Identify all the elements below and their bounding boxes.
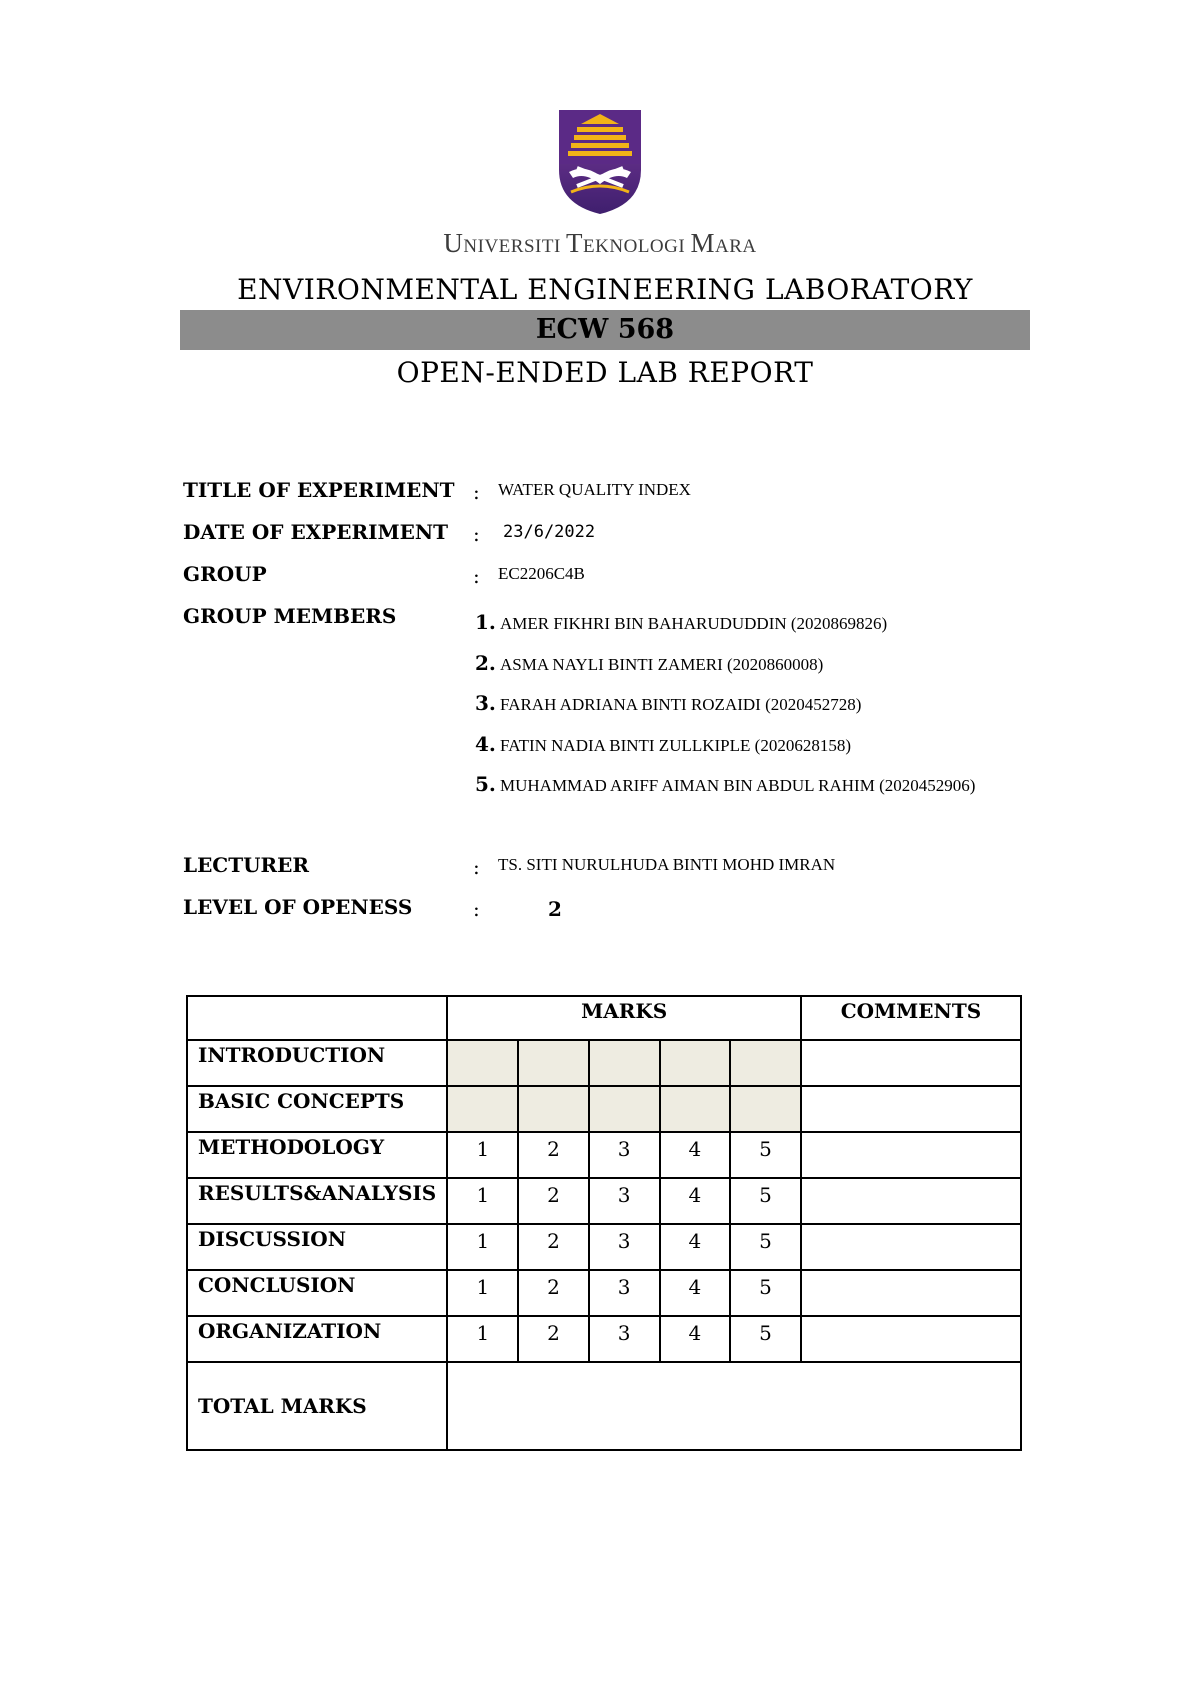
course-heading: [180, 270, 1030, 396]
uni-name-part: ARA: [714, 236, 757, 257]
member-name: FARAH ADRIANA BINTI ROZAIDI (2020452728): [500, 695, 862, 714]
member-name: ASMA NAYLI BINTI ZAMERI (2020860008): [500, 654, 824, 674]
comment-cell: [801, 1224, 1021, 1270]
score-cell: 2: [518, 1270, 589, 1316]
score-cell: 2: [518, 1224, 589, 1270]
date-value: 23/6/2022: [503, 522, 596, 542]
score-cell: [589, 1040, 660, 1086]
uni-name-part: NIVERSITI: [463, 236, 567, 257]
openness-value: 2: [548, 896, 562, 921]
comments-header: COMMENTS: [801, 996, 1021, 1040]
marks-header: MARKS: [447, 996, 800, 1040]
member-item: [183, 604, 1083, 645]
member-item: [183, 766, 1083, 807]
comment-cell: [801, 1178, 1021, 1224]
date-label: DATE OF EXPERIMENT: [183, 520, 449, 544]
comment-cell: [801, 1086, 1021, 1132]
table-row: [187, 1178, 1021, 1224]
comment-cell: [801, 1316, 1021, 1362]
score-cell: [660, 1040, 731, 1086]
uitm-crest-icon: [557, 108, 643, 216]
comment-cell: [801, 1132, 1021, 1178]
member-number: 3.: [475, 691, 496, 715]
score-cell: 1: [447, 1270, 518, 1316]
score-cell: 1: [447, 1224, 518, 1270]
score-cell: 1: [447, 1132, 518, 1178]
colon: :: [473, 854, 480, 879]
group-value: EC2206C4B: [498, 564, 585, 583]
member-name: FATIN NADIA BINTI ZULLKIPLE (2020628158): [500, 735, 851, 755]
member-number: 2.: [475, 650, 496, 675]
uni-name-part: EKNOLOGI: [583, 236, 691, 257]
lecturer-label: LECTURER: [183, 852, 310, 877]
marks-body: [187, 1040, 1021, 1362]
uni-name-part: M: [690, 228, 715, 258]
score-cell: [730, 1086, 801, 1132]
course-title: ENVIRONMENTAL ENGINEERING LABORATORY: [237, 273, 973, 306]
score-cell: 3: [589, 1270, 660, 1316]
criterion-label: ORGANIZATION: [187, 1316, 447, 1362]
score-cell: 5: [730, 1270, 801, 1316]
info-row-group: [183, 562, 1083, 604]
member-number: 4.: [475, 731, 496, 756]
score-cell: 3: [589, 1224, 660, 1270]
score-cell: [518, 1040, 589, 1086]
report-type: OPEN-ENDED LAB REPORT: [396, 356, 814, 389]
total-label: TOTAL MARKS: [187, 1362, 447, 1450]
table-row: [187, 1086, 1021, 1132]
score-cell: 5: [730, 1316, 801, 1362]
member-name: MUHAMMAD ARIFF AIMAN BIN ABDUL RAHIM (2020452906): [500, 776, 976, 795]
openness-label: LEVEL OF OPENESS: [183, 894, 413, 919]
member-item: [183, 645, 1083, 686]
score-cell: 2: [518, 1178, 589, 1224]
colon: :: [473, 896, 480, 921]
marks-table: [186, 995, 1022, 1451]
uni-name-part: U: [443, 228, 464, 258]
table-row: [187, 1040, 1021, 1086]
total-row: [187, 1362, 1021, 1450]
comment-cell: [801, 1040, 1021, 1086]
score-cell: 1: [447, 1316, 518, 1362]
comment-cell: [801, 1270, 1021, 1316]
university-header: [0, 108, 1200, 259]
score-cell: [589, 1086, 660, 1132]
score-cell: [447, 1086, 518, 1132]
colon: :: [473, 480, 480, 504]
score-cell: 5: [730, 1178, 801, 1224]
title-value: WATER QUALITY INDEX: [498, 480, 691, 499]
score-cell: 4: [660, 1270, 731, 1316]
course-code: ECW 568: [180, 310, 1030, 350]
colon: :: [473, 522, 480, 546]
score-cell: [730, 1040, 801, 1086]
score-cell: 3: [589, 1178, 660, 1224]
member-number: 5.: [475, 772, 496, 796]
criterion-label: RESULTS&ANALYSIS: [187, 1178, 447, 1224]
info-row-lecturer: [183, 853, 1083, 895]
score-cell: 3: [589, 1316, 660, 1362]
score-cell: [660, 1086, 731, 1132]
uni-name-part: T: [566, 228, 584, 258]
score-cell: 4: [660, 1224, 731, 1270]
header-blank-cell: [187, 996, 447, 1040]
member-item: [183, 726, 1083, 767]
title-label: TITLE OF EXPERIMENT: [183, 478, 455, 502]
member-name: AMER FIKHRI BIN BAHARUDUDDIN (2020869826): [500, 614, 888, 633]
score-cell: 4: [660, 1316, 731, 1362]
criterion-label: METHODOLOGY: [187, 1132, 447, 1178]
table-row: [187, 1316, 1021, 1362]
university-name: [0, 228, 1200, 259]
total-value-cell: [447, 1362, 1021, 1450]
score-cell: 4: [660, 1132, 731, 1178]
criterion-label: BASIC CONCEPTS: [187, 1086, 447, 1132]
experiment-info: [183, 478, 1083, 937]
score-cell: 5: [730, 1224, 801, 1270]
score-cell: 1: [447, 1178, 518, 1224]
table-row: [187, 1224, 1021, 1270]
group-label: GROUP: [183, 562, 267, 586]
table-header-row: [187, 996, 1021, 1040]
score-cell: [447, 1040, 518, 1086]
colon: :: [473, 564, 480, 588]
score-cell: 2: [518, 1316, 589, 1362]
members-label: GROUP MEMBERS: [183, 604, 397, 628]
score-cell: [518, 1086, 589, 1132]
group-members: [183, 604, 1083, 807]
score-cell: 5: [730, 1132, 801, 1178]
table-row: [187, 1132, 1021, 1178]
score-cell: 2: [518, 1132, 589, 1178]
info-row-title: [183, 478, 1083, 520]
info-row-date: [183, 520, 1083, 562]
member-number: 1.: [475, 610, 496, 634]
criterion-label: DISCUSSION: [187, 1224, 447, 1270]
info-row-openness: [183, 895, 1083, 937]
criterion-label: INTRODUCTION: [187, 1040, 447, 1086]
member-item: [183, 685, 1083, 726]
score-cell: 4: [660, 1178, 731, 1224]
score-cell: 3: [589, 1132, 660, 1178]
table-row: [187, 1270, 1021, 1316]
lecturer-value: TS. SITI NURULHUDA BINTI MOHD IMRAN: [498, 854, 836, 874]
criterion-label: CONCLUSION: [187, 1270, 447, 1316]
